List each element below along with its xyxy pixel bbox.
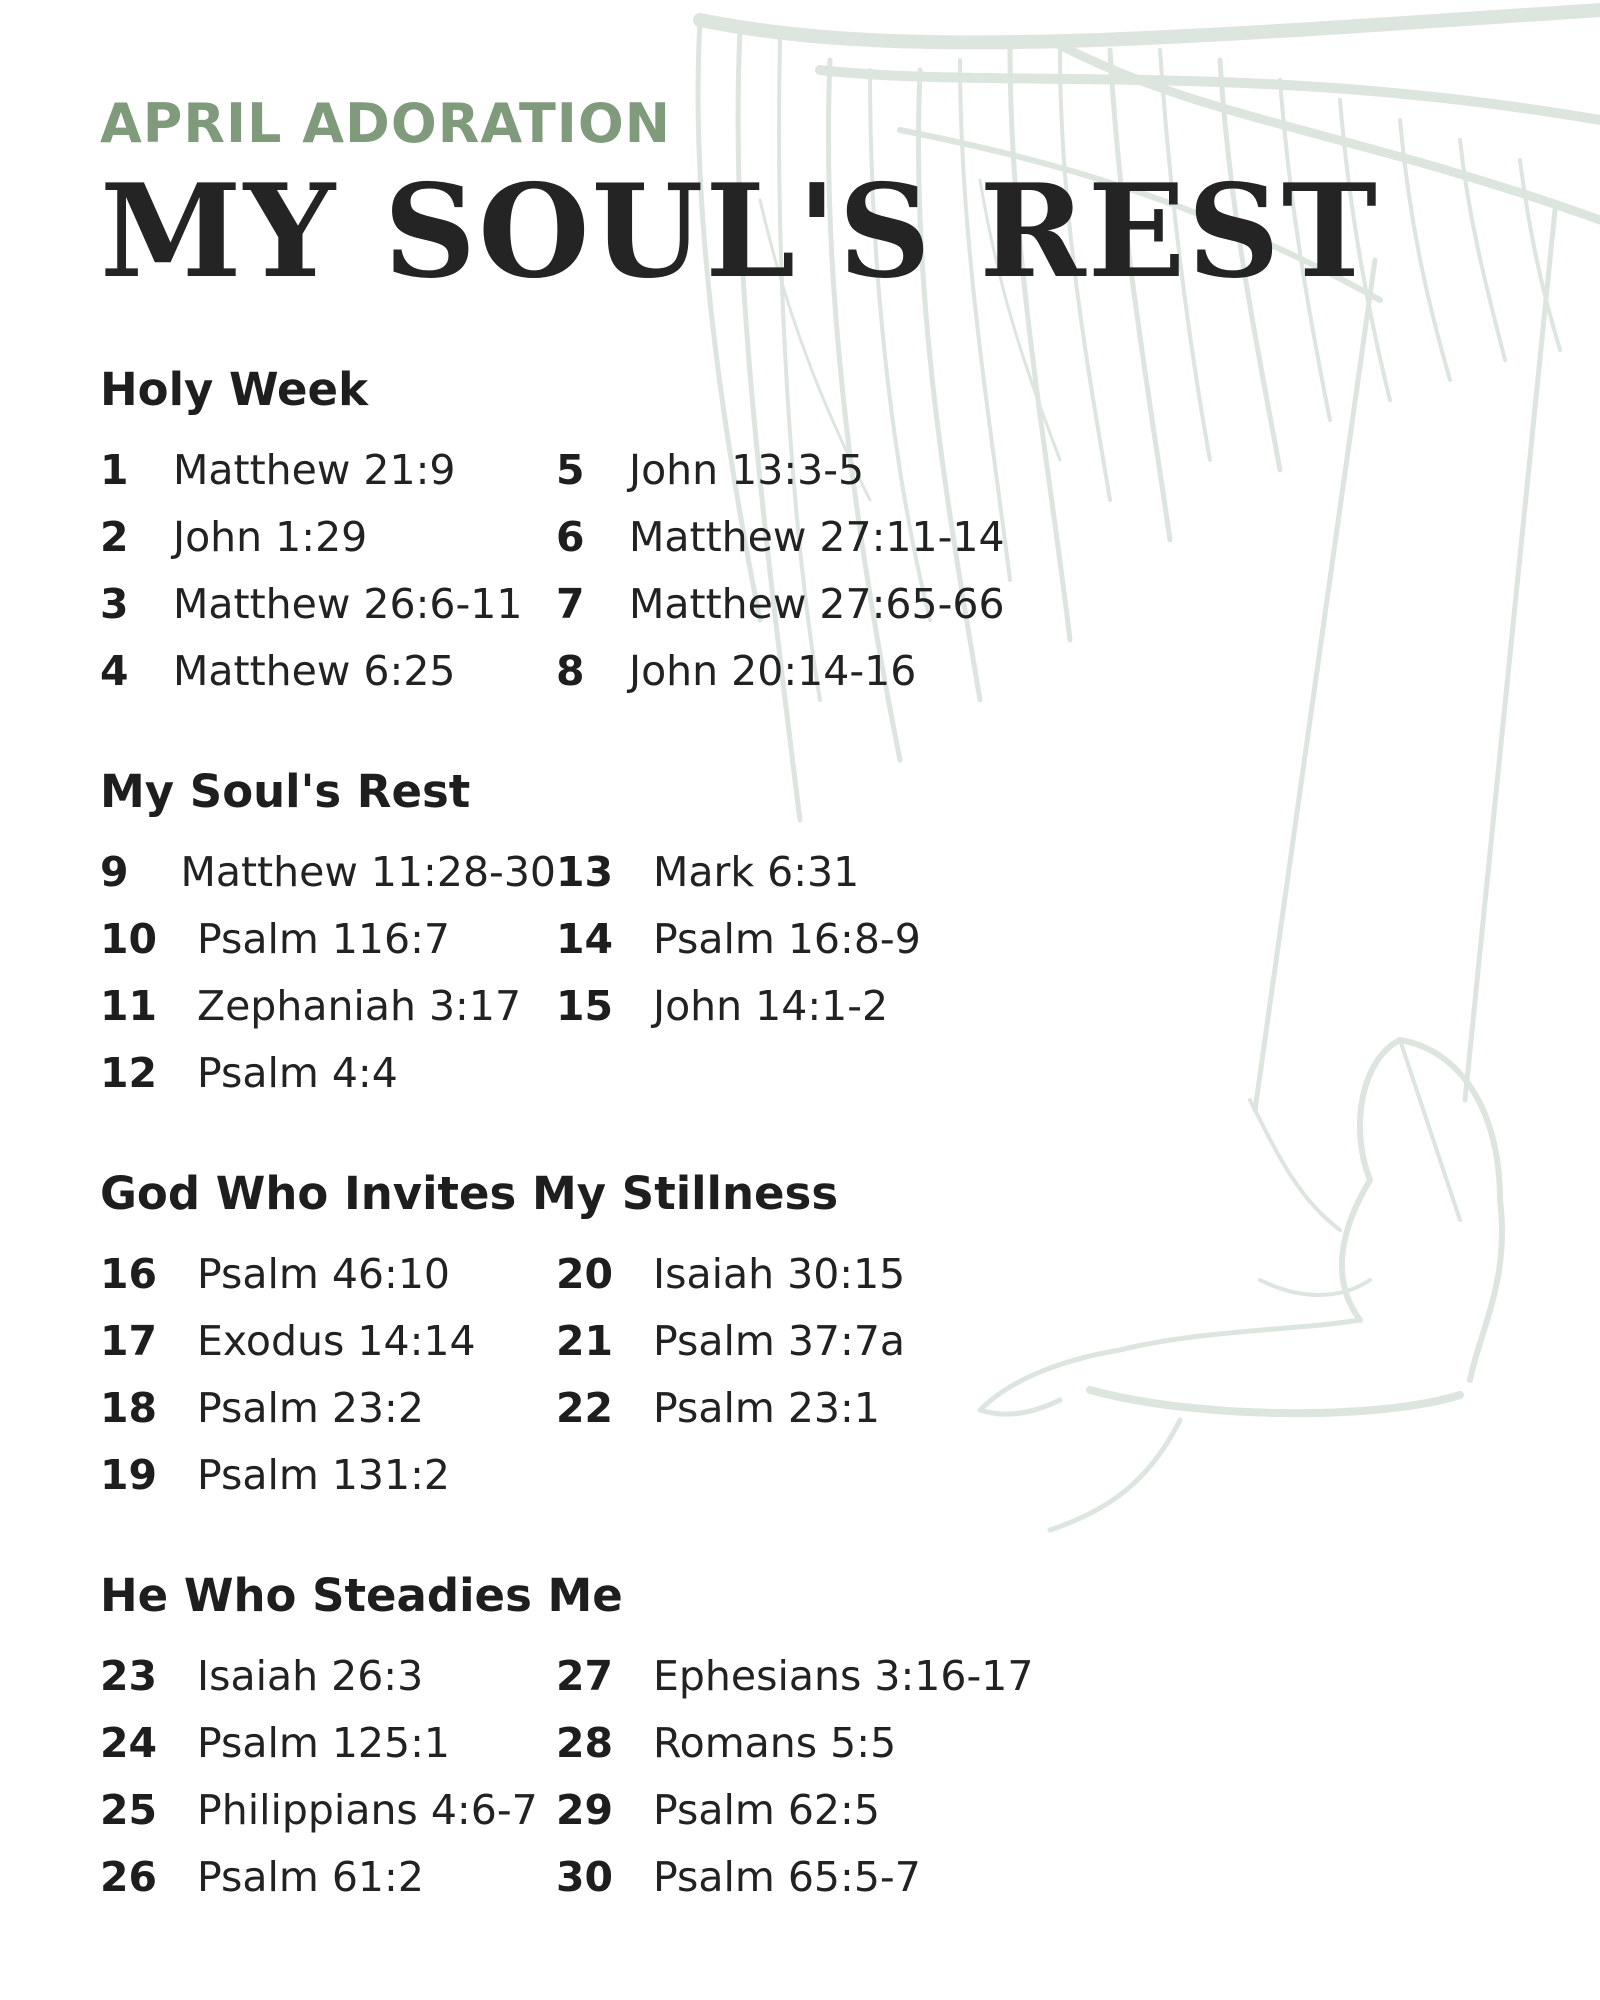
list-item (100, 436, 556, 503)
scripture-reference: Psalm 131:2 (197, 1450, 451, 1499)
list-item (100, 1441, 556, 1508)
list-item (556, 503, 1056, 570)
reading-list (100, 1240, 1200, 1508)
scripture-reference: Matthew 26:6-11 (173, 579, 523, 628)
day-number: 8 (556, 646, 585, 695)
list-item (556, 838, 1056, 905)
scripture-reference: Matthew 6:25 (173, 646, 456, 695)
list-item (556, 436, 1056, 503)
scripture-reference: Psalm 62:5 (653, 1785, 880, 1834)
list-item (556, 1642, 1056, 1709)
day-number: 20 (556, 1249, 614, 1298)
day-number: 12 (100, 1048, 158, 1097)
reading-list (100, 436, 1200, 704)
section-god-who-invites-my-stillness (100, 1166, 1200, 1508)
list-item (556, 1776, 1056, 1843)
plan-kicker: APRIL ADORATION (100, 92, 671, 155)
scripture-reference: Psalm 116:7 (197, 914, 451, 963)
list-item (556, 1307, 1056, 1374)
scripture-reference: Psalm 16:8-9 (653, 914, 921, 963)
day-number: 1 (100, 445, 129, 494)
list-item (100, 570, 556, 637)
plan-title: MY SOUL'S REST (100, 157, 1379, 307)
list-item (556, 1843, 1056, 1910)
list-item (556, 570, 1056, 637)
section-holy-week (100, 362, 1200, 704)
day-number: 24 (100, 1718, 158, 1767)
scripture-reference: Matthew 27:65-66 (629, 579, 1005, 628)
scripture-reference: Isaiah 26:3 (197, 1651, 424, 1700)
scripture-reference: Philippians 4:6-7 (197, 1785, 538, 1834)
list-item (100, 503, 556, 570)
day-number: 13 (556, 847, 614, 896)
list-item (100, 637, 556, 704)
day-number: 29 (556, 1785, 614, 1834)
day-number: 11 (100, 981, 158, 1030)
list-item (100, 1776, 556, 1843)
scripture-reference: Ephesians 3:16-17 (653, 1651, 1034, 1700)
list-item (100, 1642, 556, 1709)
scripture-reference: Psalm 23:2 (197, 1383, 424, 1432)
list-item (100, 1307, 556, 1374)
day-number: 7 (556, 579, 585, 628)
scripture-reference: Psalm 61:2 (197, 1852, 424, 1901)
scripture-reference: John 13:3-5 (629, 445, 865, 494)
scripture-reference: Psalm 23:1 (653, 1383, 880, 1432)
section-title: He Who Steadies Me (100, 1569, 623, 1622)
section-he-who-steadies-me (100, 1568, 1200, 1910)
scripture-reference: Matthew 21:9 (173, 445, 456, 494)
list-item (100, 1709, 556, 1776)
section-title: Holy Week (100, 363, 369, 416)
day-number: 21 (556, 1316, 614, 1365)
scripture-reference: John 20:14-16 (629, 646, 917, 695)
day-number: 26 (100, 1852, 158, 1901)
scripture-reference: Isaiah 30:15 (653, 1249, 906, 1298)
scripture-reference: Exodus 14:14 (197, 1316, 476, 1365)
scripture-reference: Psalm 65:5-7 (653, 1852, 921, 1901)
day-number: 18 (100, 1383, 158, 1432)
reading-list (100, 1642, 1200, 1910)
scripture-reference: John 14:1-2 (653, 981, 889, 1030)
scripture-reference: Romans 5:5 (653, 1718, 897, 1767)
day-number: 30 (556, 1852, 614, 1901)
day-number: 25 (100, 1785, 158, 1834)
day-number: 6 (556, 512, 585, 561)
scripture-reference: Mark 6:31 (653, 847, 860, 896)
list-item (556, 637, 1056, 704)
list-item (556, 1374, 1056, 1441)
day-number: 23 (100, 1651, 158, 1700)
list-item (556, 905, 1056, 972)
scripture-reference: Psalm 4:4 (197, 1048, 398, 1097)
day-number: 27 (556, 1651, 614, 1700)
scripture-reference: Zephaniah 3:17 (197, 981, 522, 1030)
list-item (100, 1843, 556, 1910)
day-number: 15 (556, 981, 614, 1030)
section-title: God Who Invites My Stillness (100, 1167, 839, 1220)
list-item (556, 1240, 1056, 1307)
day-number: 3 (100, 579, 129, 628)
list-item (100, 1240, 556, 1307)
scripture-reference: Matthew 11:28-30 (180, 847, 556, 896)
reading-list (100, 838, 1200, 1106)
day-number: 5 (556, 445, 585, 494)
list-item (100, 1039, 556, 1106)
list-item (100, 838, 556, 905)
scripture-reference: Matthew 27:11-14 (629, 512, 1005, 561)
scripture-reference: Psalm 37:7a (653, 1316, 906, 1365)
day-number: 16 (100, 1249, 158, 1298)
day-number: 4 (100, 646, 129, 695)
section-title: My Soul's Rest (100, 765, 471, 818)
day-number: 2 (100, 512, 129, 561)
list-item (556, 972, 1056, 1039)
list-item (556, 1709, 1056, 1776)
day-number: 9 (100, 847, 129, 896)
scripture-reference: Psalm 46:10 (197, 1249, 451, 1298)
list-item (100, 972, 556, 1039)
day-number: 28 (556, 1718, 614, 1767)
scripture-reference: Psalm 125:1 (197, 1718, 451, 1767)
day-number: 14 (556, 914, 614, 963)
day-number: 10 (100, 914, 158, 963)
scripture-reference: John 1:29 (173, 512, 368, 561)
section-my-souls-rest (100, 764, 1200, 1106)
list-item (100, 905, 556, 972)
day-number: 19 (100, 1450, 158, 1499)
day-number: 17 (100, 1316, 158, 1365)
day-number: 22 (556, 1383, 614, 1432)
list-item (100, 1374, 556, 1441)
